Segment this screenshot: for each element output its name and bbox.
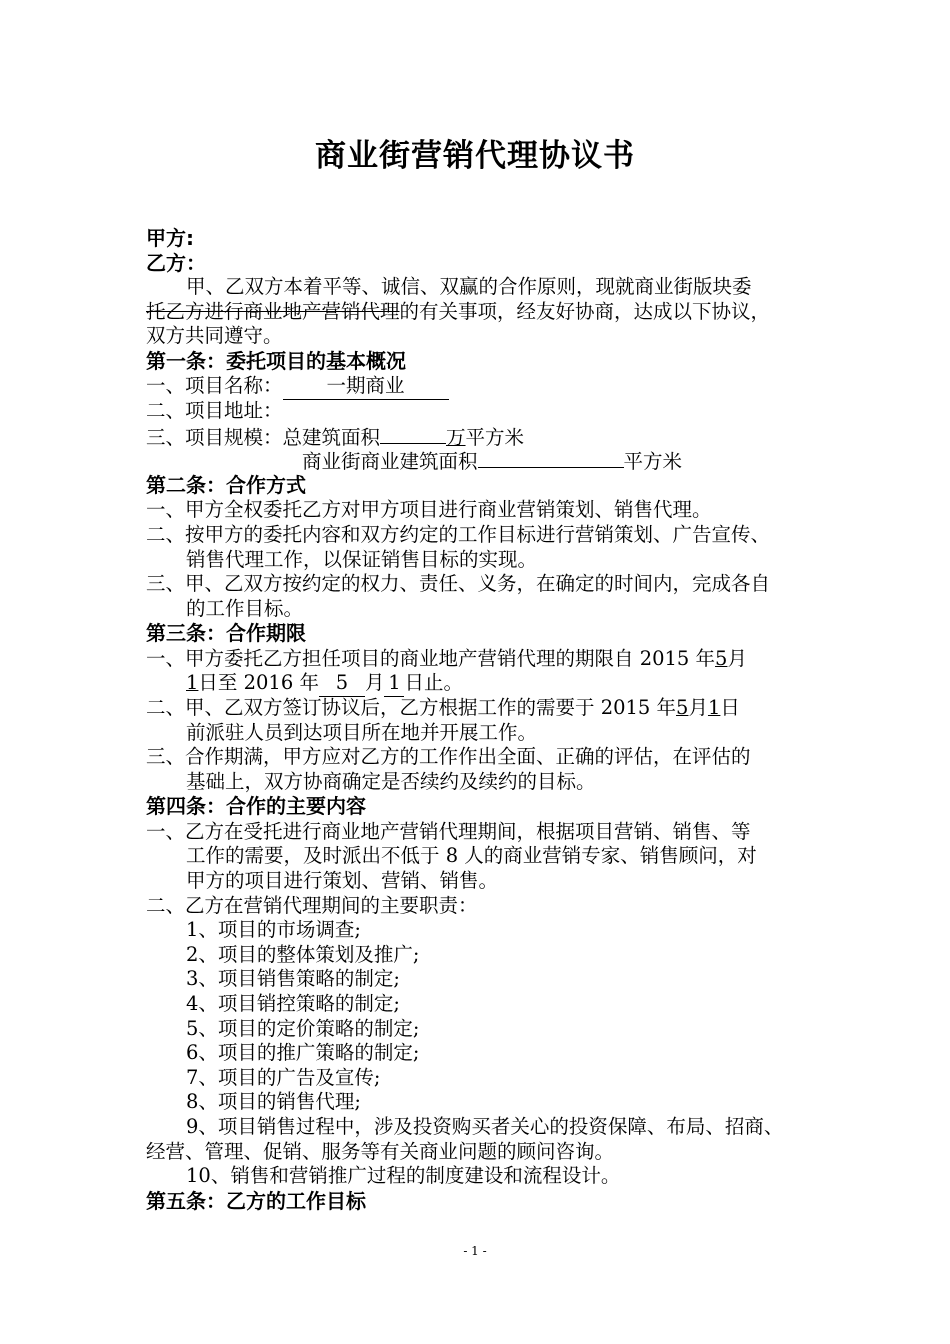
end-day: 1 bbox=[384, 671, 404, 697]
duty-item: 2、项目的整体策划及推广; bbox=[186, 942, 420, 966]
project-name-row bbox=[146, 374, 846, 399]
s4-clause-1-line-3: 甲方的项目进行策划、营销、销售。 bbox=[186, 869, 499, 893]
total-area-suffix: 平方米 bbox=[465, 425, 525, 449]
section-5-heading: 第五条：乙方的工作目标 bbox=[146, 1188, 366, 1213]
duty-item: 5、项目的定价策略的制定; bbox=[186, 1016, 420, 1040]
street-area-label: 商业街商业建筑面积 bbox=[302, 450, 478, 474]
intro-line-2 bbox=[146, 300, 846, 325]
total-area-unit: 万 bbox=[446, 425, 466, 449]
section-4-heading: 第四条：合作的主要内容 bbox=[146, 794, 366, 819]
s4-clause-1-line-1: 一、乙方在受托进行商业地产营销代理期间，根据项目营销、销售、等 bbox=[146, 819, 751, 843]
document-body bbox=[146, 226, 846, 1214]
street-area-row bbox=[146, 448, 846, 473]
s3-clause-2-line-1 bbox=[146, 696, 846, 721]
start-month: 5 bbox=[715, 646, 728, 670]
intro-struck-text: 托乙方进行商业地产营销代理 bbox=[146, 299, 400, 323]
project-address-label: 二、项目地址： bbox=[146, 399, 283, 423]
duty-item: 1、项目的市场调查; bbox=[186, 918, 361, 942]
duty-item: 3、项目销售策略的制定; bbox=[186, 967, 400, 991]
project-name-value: 一期商业 bbox=[283, 374, 449, 400]
section-3-heading: 第三条：合作期限 bbox=[146, 621, 306, 646]
dispatch-month-char: 月 bbox=[688, 696, 708, 719]
duty-item: 6、项目的推广策略的制定; bbox=[186, 1041, 420, 1065]
project-address-row bbox=[146, 399, 846, 424]
month-char: 月 bbox=[727, 646, 747, 670]
term-text-mid: 日至 2016 年 bbox=[198, 671, 319, 695]
s4-clause-2: 二、乙方在营销代理期间的主要职责： bbox=[146, 893, 478, 917]
intro-line-2-rest: 的有关事项，经友好协商，达成以下协议， bbox=[399, 299, 771, 323]
s3-clause-2-line-2: 前派驻人员到达项目所在地并开展工作。 bbox=[186, 720, 538, 744]
duty-item: 4、项目销控策略的制定; bbox=[186, 992, 400, 1016]
project-name-label: 一、项目名称： bbox=[146, 374, 283, 398]
term-text-end: 日止。 bbox=[404, 671, 463, 695]
duty-item-9-line-2: 经营、管理、促销、服务等有关商业问题的顾问咨询。 bbox=[146, 1139, 615, 1163]
s3-clause-1-line-1 bbox=[146, 647, 846, 672]
document-title: 商业街营销代理协议书 bbox=[315, 138, 635, 174]
s2-clause-2-line-2: 销售代理工作，以保证销售目标的实现。 bbox=[186, 547, 538, 571]
s2-clause-2-line-1: 二、按甲方的委托内容和双方约定的工作目标进行营销策划、广告宣传、 bbox=[146, 522, 771, 546]
start-day: 1 bbox=[186, 671, 199, 695]
s2-clause-3-line-1: 三、甲、乙双方按约定的权力、责任、义务，在确定的时间内，完成各自 bbox=[146, 572, 771, 596]
s4-clause-1-line-2: 工作的需要，及时派出不低于 8 人的商业营销专家、销售顾问，对 bbox=[186, 844, 757, 868]
dispatch-day-char: 日 bbox=[720, 696, 740, 719]
duty-item-9-line-1: 9、项目销售过程中，涉及投资购买者关心的投资保障、布局、招商、 bbox=[186, 1115, 784, 1138]
street-area-blank bbox=[478, 448, 624, 468]
dispatch-text: 二、甲、乙双方签订协议后，乙方根据工作的需要于 2015 年 bbox=[146, 696, 677, 719]
section-1-heading: 第一条：委托项目的基本概况 bbox=[146, 348, 406, 373]
end-month-char: 月 bbox=[364, 671, 385, 695]
street-area-suffix: 平方米 bbox=[623, 450, 683, 474]
s3-clause-3-line-2: 基础上，双方协商确定是否续约及续约的目标。 bbox=[186, 769, 596, 793]
s3-clause-3-line-1: 三、合作期满，甲方应对乙方的工作作出全面、正确的评估，在评估的 bbox=[146, 745, 751, 769]
s3-clause-1-line-2 bbox=[146, 671, 846, 696]
duty-item: 7、项目的广告及宣传; bbox=[186, 1065, 381, 1089]
duty-item: 8、项目的销售代理; bbox=[186, 1090, 361, 1114]
total-area-blank bbox=[380, 424, 446, 444]
s2-clause-3-line-2: 的工作目标。 bbox=[186, 596, 304, 620]
dispatch-month: 5 bbox=[676, 696, 689, 719]
project-scale-label: 三、项目规模：总建筑面积 bbox=[146, 425, 381, 449]
intro-line-1: 甲、乙双方本着平等、诚信、双赢的合作原则，现就商业街版块委 bbox=[186, 275, 752, 299]
party-b-label: 乙方： bbox=[146, 250, 206, 275]
section-2-heading: 第二条：合作方式 bbox=[146, 472, 306, 497]
project-scale-row bbox=[146, 424, 846, 449]
intro-line-3: 双方共同遵守。 bbox=[146, 324, 283, 348]
dispatch-day: 1 bbox=[707, 696, 721, 719]
duty-item-10: 10、销售和营销推广过程的制度建设和流程设计。 bbox=[186, 1164, 621, 1188]
page-number: - 1 - bbox=[463, 1244, 487, 1258]
s2-clause-1: 一、甲方全权委托乙方对甲方项目进行商业营销策划、销售代理。 bbox=[146, 498, 712, 522]
end-month: 5 bbox=[319, 671, 365, 697]
party-a-label: 甲方: bbox=[146, 226, 194, 250]
term-text-a: 一、甲方委托乙方担任项目的商业地产营销代理的期限自 2015 年 bbox=[146, 646, 716, 670]
